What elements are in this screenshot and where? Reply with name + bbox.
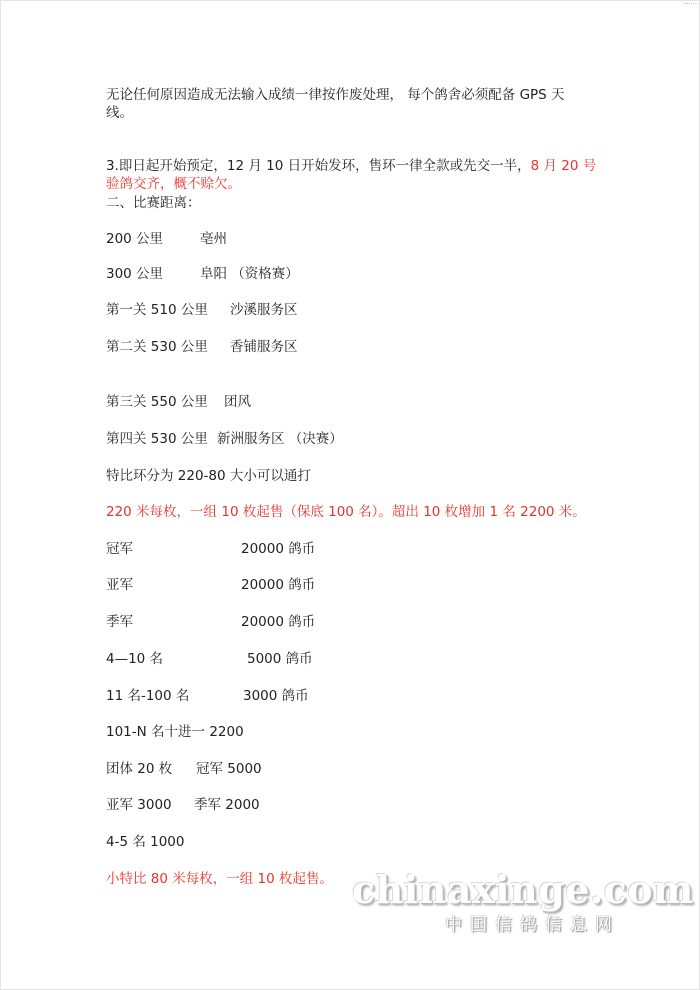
prize-amount: 3000 鸽币 xyxy=(243,688,309,704)
distance-row xyxy=(106,230,227,248)
team-count: 团体 20 枚 xyxy=(106,761,173,777)
distance-place: 沙溪服务区 xyxy=(230,302,298,318)
distance-km: 第一关 510 公里 xyxy=(106,302,208,318)
team-row xyxy=(106,760,262,778)
prize-row xyxy=(106,687,309,705)
paragraph-text: 3.即日起开始预定，12 月 10 日开始发环，售环一律全款或先交一半， xyxy=(106,158,531,174)
corner-dots xyxy=(684,3,698,6)
distance-km: 300 公里 xyxy=(106,266,164,282)
distance-km: 第二关 530 公里 xyxy=(106,339,208,355)
highlight-line: 验鸽交齐，概不赊欠。 xyxy=(106,176,241,192)
site-watermark xyxy=(352,867,694,936)
special-ring-line: 特比环分为 220-80 大小可以通打 xyxy=(106,468,311,484)
team-prize: 冠军 5000 xyxy=(196,761,262,777)
team-row: 4-5 名 1000 xyxy=(106,834,185,850)
watermark-domain: chinaxinge.com xyxy=(352,867,694,912)
distance-place: 阜阳 （资格赛） xyxy=(200,266,299,282)
prize-rank: 4—10 名 xyxy=(106,651,164,667)
prize-amount: 20000 鸽币 xyxy=(241,614,316,630)
distance-km: 第四关 530 公里 xyxy=(106,431,208,447)
prize-rank: 冠军 xyxy=(106,541,133,557)
prize-row xyxy=(106,576,316,594)
small-special-line: 小特比 80 米每枚，一组 10 枚起售。 xyxy=(106,871,334,887)
team-row xyxy=(106,796,260,814)
distance-row xyxy=(106,265,299,283)
prize-amount: 20000 鸽币 xyxy=(241,577,316,593)
section-heading: 二、比赛距离： xyxy=(106,195,201,211)
highlight-text: 8 月 20 号 xyxy=(530,158,597,174)
prize-row xyxy=(106,613,316,631)
distance-place: 亳州 xyxy=(200,231,227,247)
prize-amount: 5000 鸽币 xyxy=(247,651,313,667)
distance-row xyxy=(106,430,343,448)
prize-rank: 11 名-100 名 xyxy=(106,688,190,704)
paragraph-line: 无论任何原因造成无法输入成绩一律按作废处理， 每个鸽舍必须配备 GPS 天 xyxy=(106,87,565,103)
distance-row xyxy=(106,338,298,356)
team-prize: 亚军 3000 xyxy=(106,797,172,813)
distance-km: 200 公里 xyxy=(106,231,164,247)
distance-place: 香铺服务区 xyxy=(230,339,298,355)
watermark-site-name: 中国信鸽信息网 xyxy=(445,915,620,935)
special-ring-price: 220 米每枚，一组 10 枚起售（保底 100 名）。超出 10 枚增加 1 名 2200 米。 xyxy=(106,504,586,520)
distance-row xyxy=(106,393,251,411)
prize-row xyxy=(106,650,313,668)
paragraph-line: 线。 xyxy=(106,105,133,121)
distance-km: 第三关 550 公里 xyxy=(106,394,208,410)
prize-row xyxy=(106,540,316,558)
team-prize: 季军 2000 xyxy=(194,797,260,813)
distance-place: 新洲服务区 （决赛） xyxy=(217,431,343,447)
prize-amount: 20000 鸽币 xyxy=(241,541,316,557)
prize-rank: 亚军 xyxy=(106,577,133,593)
distance-place: 团风 xyxy=(224,394,251,410)
paragraph-line xyxy=(106,157,596,175)
distance-row xyxy=(106,301,298,319)
prize-rank: 季军 xyxy=(106,614,133,630)
extra-rank-line: 101-N 名十进一 2200 xyxy=(106,724,244,740)
